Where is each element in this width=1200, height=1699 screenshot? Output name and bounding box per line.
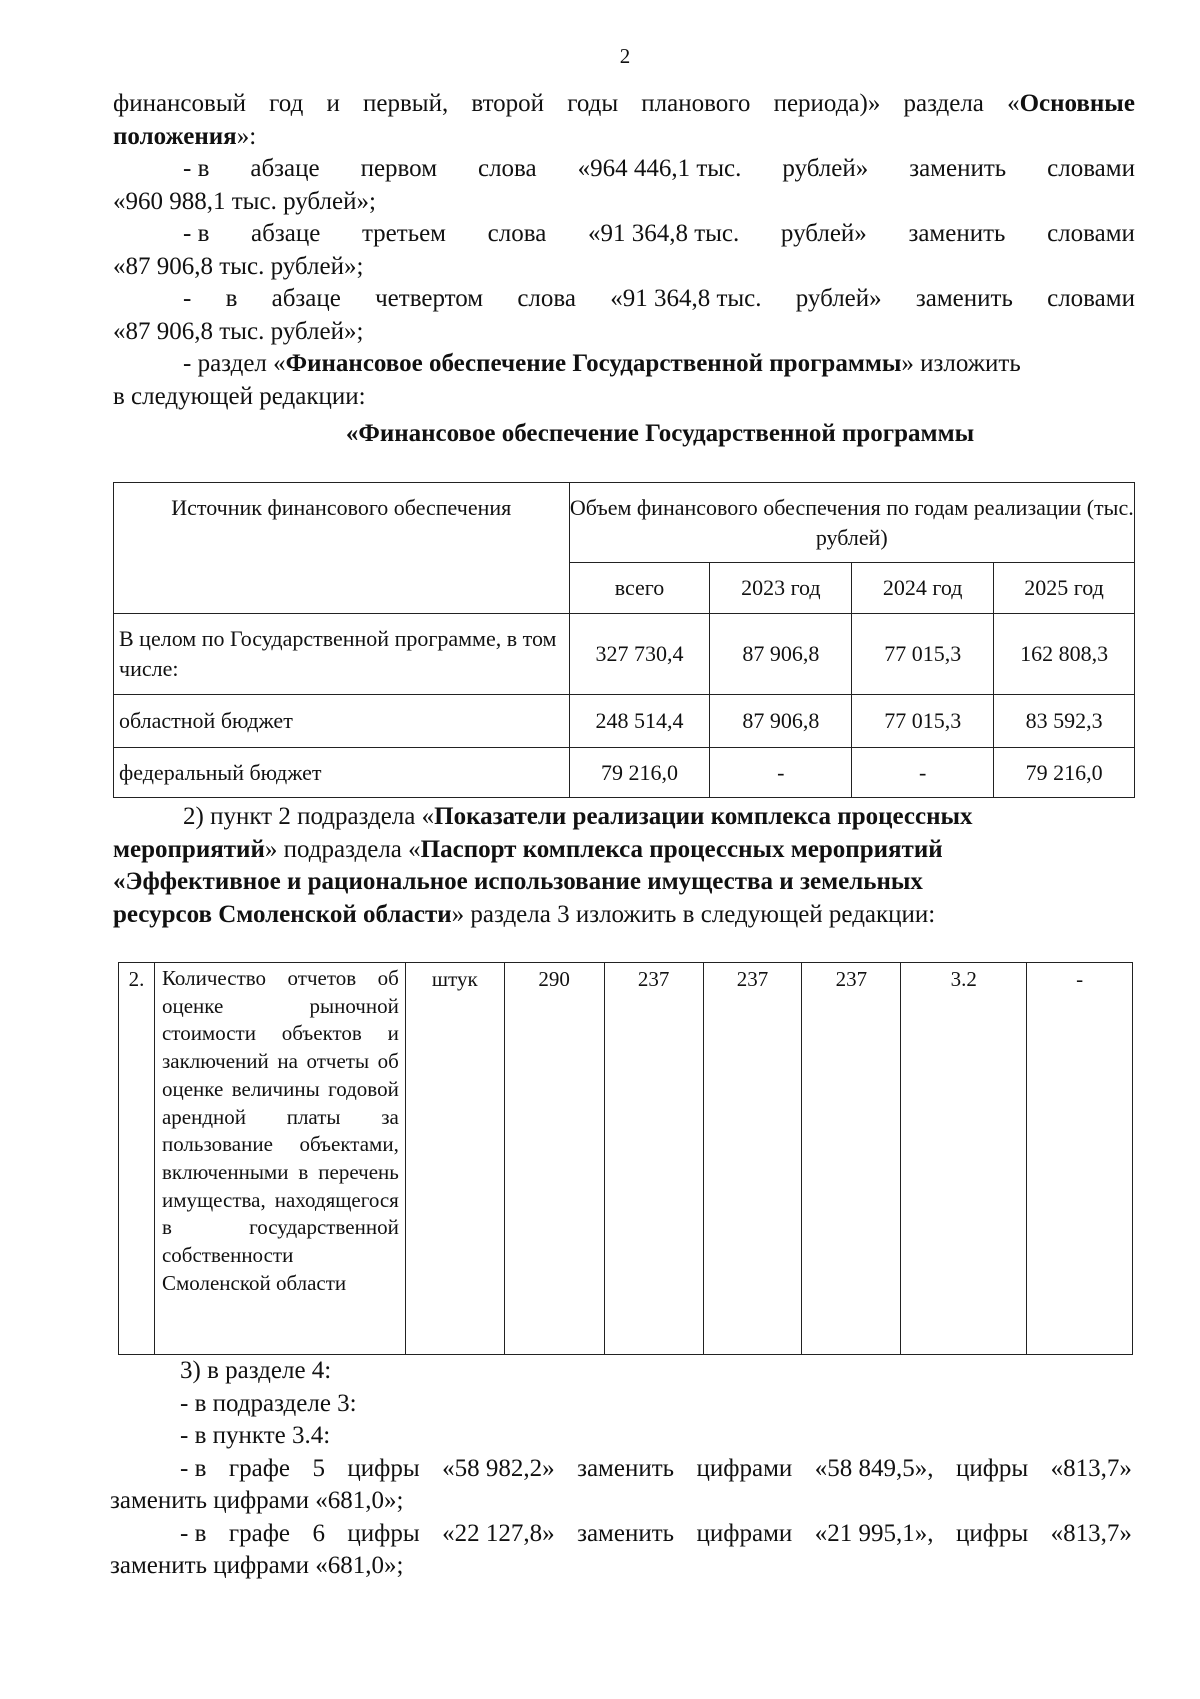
table-row [114, 614, 1135, 695]
table-row [114, 748, 1135, 798]
table-cell: 162 808,3 [994, 614, 1135, 695]
bottom-item: 3) в разделе 4: [180, 1357, 332, 1384]
column-header: 2023 год [710, 563, 852, 614]
graph-5-cont: заменить цифрами «681,0»; [110, 1487, 404, 1514]
row-label: федеральный бюджет [114, 748, 570, 798]
graph-6-line: - в графе 6 цифры «22 127,8» заменить цифрами «21 995,1», цифры «813,7» [180, 1519, 1132, 1547]
table-cell: 237 [802, 963, 901, 1355]
row-label: В целом по Государственной программе, в том числе: [114, 614, 570, 695]
graph-5-line: - в графе 5 цифры «58 982,2» заменить цифрами «58 849,5», цифры «813,7» [180, 1454, 1132, 1482]
column-header: всего [569, 563, 710, 614]
middle-line-3: «Эффективное и рациональное использование имущества и земельных [113, 868, 923, 895]
header-volume: Объем финансового обеспечения по годам реализации (тыс. рублей) [569, 483, 1134, 563]
paragraph-3: - в абзаце четвертом слова «91 364,8 тыс. рублей» заменить словами [183, 285, 1135, 312]
graph-6-cont: заменить цифрами «681,0»; [110, 1552, 404, 1579]
table-cell: 79 216,0 [569, 748, 710, 798]
header-source: Источник финансового обеспечения [114, 483, 570, 614]
unit-cell: штук [405, 963, 504, 1355]
middle-line-4: ресурсов Смоленской области» раздела 3 изложить в следующей редакции: [113, 900, 936, 928]
table-row [119, 963, 1133, 1355]
bottom-item: - в пункте 3.4: [180, 1422, 331, 1449]
table-cell: 3.2 [901, 963, 1027, 1355]
middle-text [113, 801, 1135, 931]
paragraph-1-cont: «960 988,1 тыс. рублей»; [113, 187, 376, 215]
table-cell: 248 514,4 [569, 695, 710, 748]
table-row [114, 695, 1135, 748]
intro-text [113, 88, 1135, 413]
table-cell: 87 906,8 [710, 695, 852, 748]
bottom-item: - в подразделе 3: [180, 1389, 357, 1417]
table-cell: 290 [504, 963, 604, 1355]
paragraph-4-cont: в следующей редакции: [113, 382, 366, 410]
row-number: 2. [119, 963, 155, 1355]
paragraph-4: - раздел «Финансовое обеспечение Государственной программы» изложить [183, 350, 1021, 377]
column-header: 2025 год [994, 563, 1135, 614]
indicator-name: Количество отчетов об оценке рыночной стоимости объектов и заключений на отчеты об оценке величины годовой арендной платы за пользование объектами, включенными в перечень имущества, находящегося в государственной собственности Смоленской области [154, 963, 405, 1355]
section-title: «Финансовое обеспечение Государственной программы [345, 420, 975, 447]
table-cell: - [1027, 963, 1133, 1355]
table-cell: 77 015,3 [852, 614, 994, 695]
row-label: областной бюджет [114, 695, 570, 748]
finance-table [113, 482, 1135, 798]
middle-line-2: мероприятий» подраздела «Паспорт комплекса процессных мероприятий [113, 835, 943, 863]
table-cell: 237 [604, 963, 703, 1355]
indicator-table [118, 962, 1133, 1355]
table-cell: 83 592,3 [994, 695, 1135, 748]
table-cell: 237 [703, 963, 802, 1355]
bottom-text [110, 1355, 1132, 1583]
table-cell: - [710, 748, 852, 798]
paragraph-1: - в абзаце первом слова «964 446,1 тыс. рублей» заменить словами [183, 155, 1135, 182]
intro-line-2: положения»: [113, 122, 257, 150]
table-cell: 79 216,0 [994, 748, 1135, 798]
table-cell: 87 906,8 [710, 614, 852, 695]
paragraph-3-cont: «87 906,8 тыс. рублей»; [113, 317, 364, 345]
middle-line-1: 2) пункт 2 подраздела «Показатели реализации комплекса процессных [183, 803, 973, 830]
table-cell: - [852, 748, 994, 798]
paragraph-2: - в абзаце третьем слова «91 364,8 тыс. рублей» заменить словами [183, 220, 1135, 247]
intro-line-1: финансовый год и первый, второй годы планового периода)» раздела «Основные [113, 90, 1135, 117]
page-number: 2 [619, 44, 631, 68]
table-cell: 77 015,3 [852, 695, 994, 748]
column-header: 2024 год [852, 563, 994, 614]
table-cell: 327 730,4 [569, 614, 710, 695]
paragraph-2-cont: «87 906,8 тыс. рублей»; [113, 252, 364, 280]
